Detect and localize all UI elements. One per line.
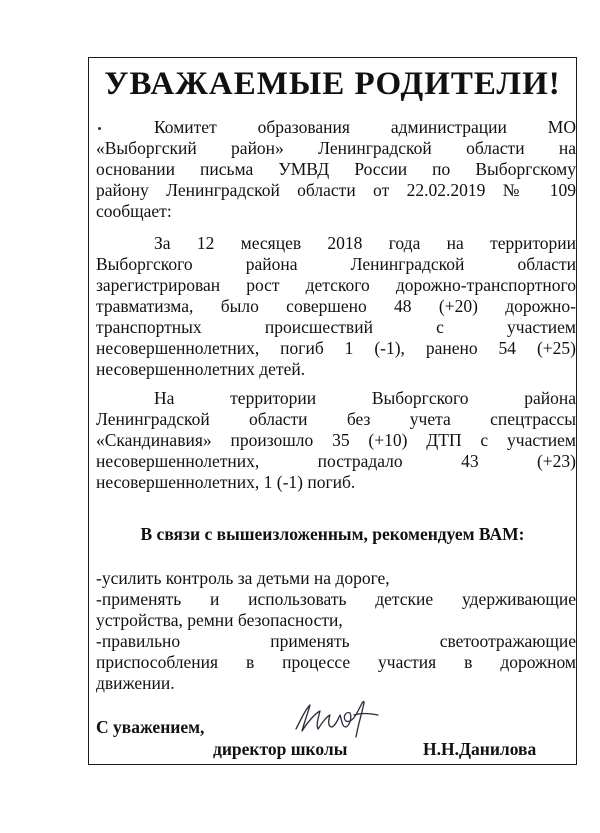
text-line: несовершеннолетних, погиб 1 (-1), ранено 54 (+25) (96, 338, 576, 358)
text-line: несовершеннолетних детей. (96, 359, 306, 379)
recommendations-list (96, 568, 576, 694)
text-line: На территории Выборгского района (154, 388, 576, 408)
recommendation-item: -усилить контроль за детьми на дороге, (96, 568, 390, 588)
recommendation-heading: В связи с вышеизложенным, рекомендуем ВАМ: (140, 524, 525, 544)
text-line: Выборгского района Ленинградской области (96, 254, 576, 274)
paragraph-district-statistics (96, 388, 576, 493)
recommendation-item: -правильно применять светоотражающие (96, 631, 576, 651)
text-line: Ленинградской области без учета спецтрассы (96, 409, 576, 429)
paragraph-committee (96, 117, 576, 222)
director-position: директор школы (213, 739, 348, 759)
recommendation-item: движении. (96, 673, 175, 693)
text-line: транспортных происшествий с участием (96, 317, 576, 337)
text-line: За 12 месяцев 2018 года на территории (154, 233, 576, 253)
handwritten-signature (292, 695, 384, 743)
text-line: зарегистрирован рост детского дорожно-транспортного (96, 275, 576, 295)
recommendation-item: приспособления в процессе участия в дорожном (96, 652, 576, 672)
text-line: травматизма, было совершено 48 (+20) дорожно- (96, 296, 576, 316)
text-line: району Ленинградской области от 22.02.2019 № 109 (96, 180, 576, 200)
recommendation-item: устройства, ремни безопасности, (96, 610, 343, 630)
text-line: основании письма УМВД России по Выборгскому (96, 159, 576, 179)
paragraph-statistics-2018 (96, 233, 576, 380)
text-line: несовершеннолетних, 1 (-1) погиб. (96, 472, 356, 492)
recommendation-item: -применять и использовать детские удерживающие (96, 589, 576, 609)
text-line: «Выборгский район» Ленинградской области на (96, 138, 576, 158)
page-title: УВАЖАЕМЫЕ РОДИТЕЛИ! (104, 66, 561, 102)
text-line: Комитет образования администрации МО (154, 117, 576, 137)
closing-greeting: С уважением, (96, 717, 205, 737)
director-name: Н.Н.Данилова (423, 739, 537, 759)
text-line: несовершеннолетних, пострадало 43 (+23) (96, 451, 576, 471)
text-line: «Скандинавия» произошло 35 (+10) ДТП с участием (96, 430, 576, 450)
text-line: сообщает: (96, 201, 172, 221)
